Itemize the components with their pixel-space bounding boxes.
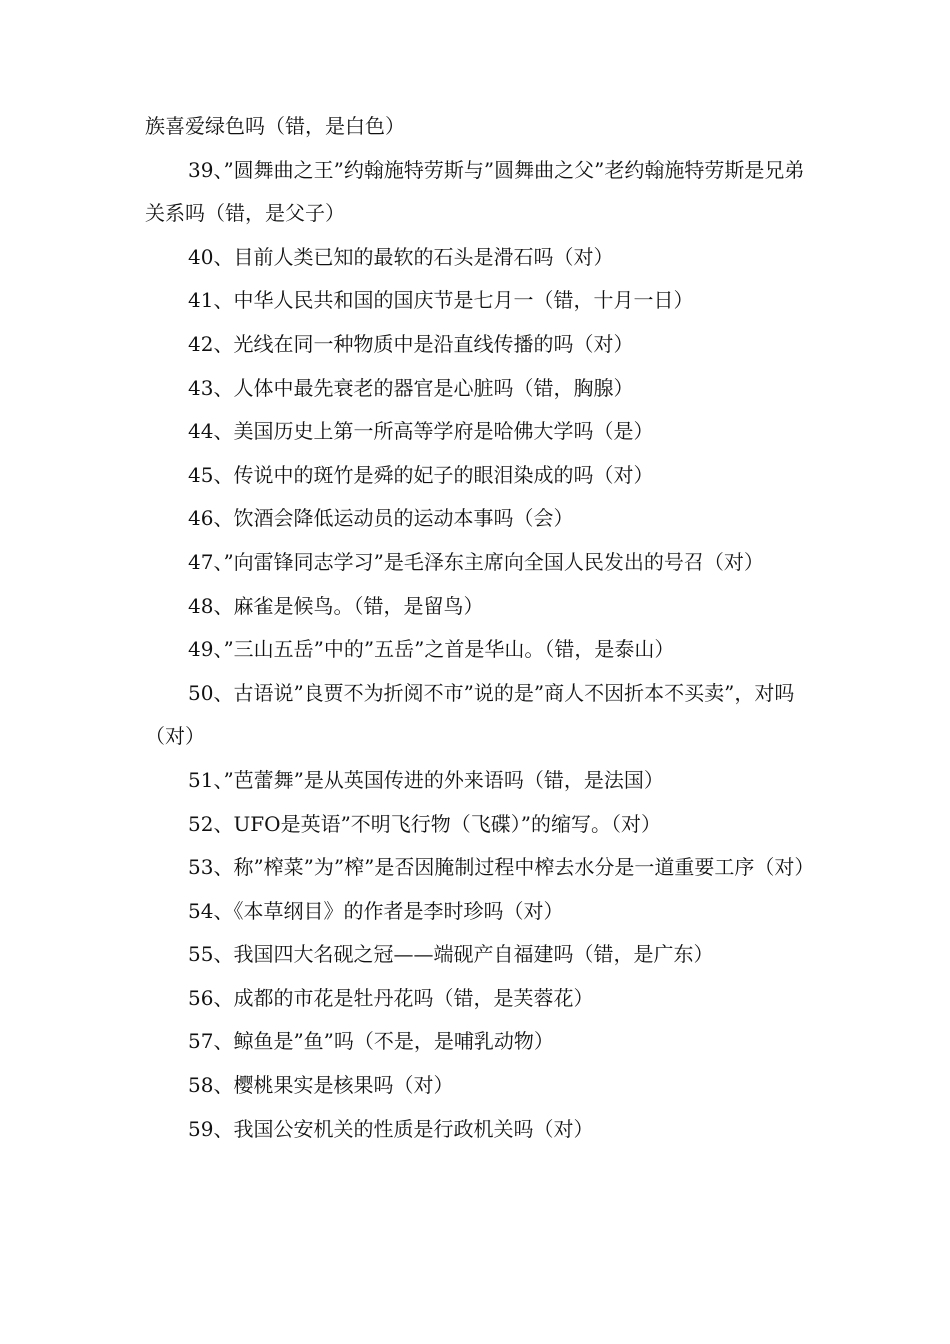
question-55: 55、我国四大名砚之冠——端砚产自福建吗（错，是广东） — [188, 942, 714, 967]
question-43: 43、人体中最先衰老的器官是心脏吗（错，胸腺） — [188, 375, 634, 400]
question-48: 48、麻雀是候鸟。（错，是留鸟） — [188, 593, 484, 618]
question-52: 52、UFO是英语”不明飞行物（飞碟）”的缩写。（对） — [188, 811, 662, 836]
quiz-text-block — [145, 105, 815, 1151]
question-51: 51、”芭蕾舞”是从英国传进的外来语吗（错，是法国） — [188, 767, 664, 792]
question-39: 39、”圆舞曲之王”约翰施特劳斯与”圆舞曲之父”老约翰施特劳斯是兄弟关系吗（错，是父子） — [145, 157, 805, 226]
question-46: 46、饮酒会降低运动员的运动本事吗（会） — [188, 506, 574, 531]
question-53: 53、称”榨菜”为”榨”是否因腌制过程中榨去水分是一道重要工序（对） — [188, 855, 815, 880]
question-41: 41、中华人民共和国的国庆节是七月一（错，十月一日） — [188, 288, 694, 313]
question-42: 42、光线在同一种物质中是沿直线传播的吗（对） — [188, 331, 634, 356]
question-47: 47、”向雷锋同志学习”是毛泽东主席向全国人民发出的号召（对） — [188, 549, 764, 574]
question-45: 45、传说中的斑竹是舜的妃子的眼泪染成的吗（对） — [188, 462, 654, 487]
question-58: 58、樱桃果实是核果吗（对） — [188, 1073, 454, 1098]
question-59: 59、我国公安机关的性质是行政机关吗（对） — [188, 1116, 594, 1141]
question-50: 50、古语说”良贾不为折阅不市”说的是”商人不因折本不买卖”，对吗（对） — [145, 680, 795, 749]
question-56: 56、成都的市花是牡丹花吗（错，是芙蓉花） — [188, 985, 594, 1010]
question-57: 57、鲸鱼是”鱼”吗（不是，是哺乳动物） — [188, 1029, 554, 1054]
question-44: 44、美国历史上第一所高等学府是哈佛大学吗（是） — [188, 419, 654, 444]
paragraph-continuation: 族喜爱绿色吗（错，是白色） — [145, 114, 405, 138]
question-49: 49、”三山五岳”中的”五岳”之首是华山。（错，是泰山） — [188, 637, 675, 662]
question-54: 54、《本草纲目》的作者是李时珍吗（对） — [188, 898, 564, 923]
question-40: 40、目前人类已知的最软的石头是滑石吗（对） — [188, 244, 614, 269]
